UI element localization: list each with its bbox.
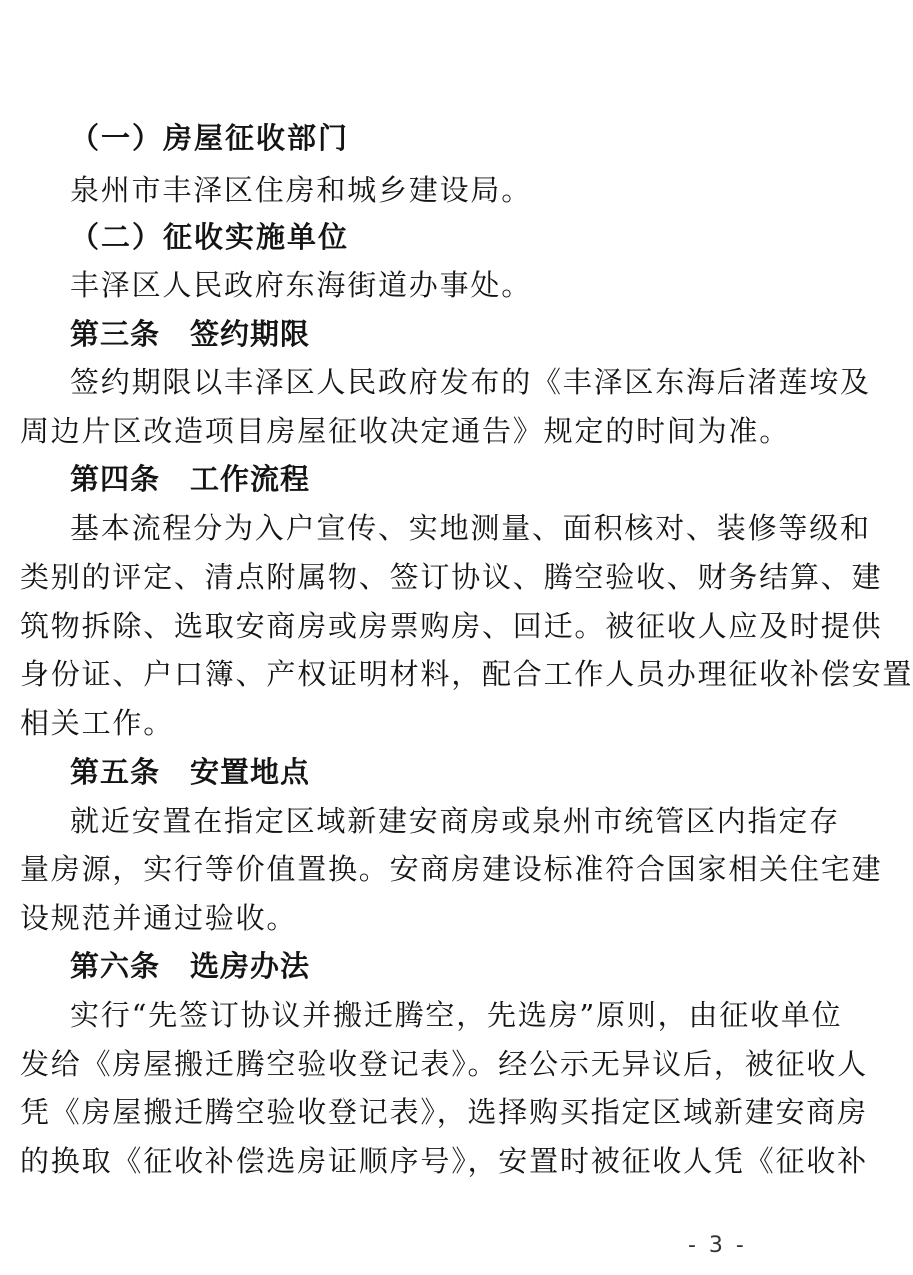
- article-3-heading: [70, 316, 310, 352]
- article-5-line: 量房源，实行等价值置换。安商房建设标准符合国家相关住宅建: [20, 852, 883, 886]
- article-6-line: 实行“先签订协议并搬迁腾空，先选房”原则，由征收单位: [70, 998, 843, 1032]
- section2-body: 丰泽区人民政府东海街道办事处。: [70, 268, 533, 302]
- article-3-number: 第三条: [70, 317, 161, 351]
- article-3-line: 签约期限以丰泽区人民政府发布的《丰泽区东海后渚莲垵及: [70, 365, 871, 399]
- article-5-number: 第五条: [70, 755, 161, 789]
- article-6-line: 的换取《征收补偿选房证顺序号》，安置时被征收人凭《征收补: [20, 1144, 868, 1178]
- article-4-title: 工作流程: [190, 462, 311, 496]
- article-4-line: 筑物拆除、选取安商房或房票购房、回迁。被征收人应及时提供: [20, 609, 883, 643]
- article-5-heading: [70, 754, 310, 790]
- article-5-line: 就近安置在指定区域新建安商房或泉州市统管区内指定存: [70, 804, 841, 838]
- article-6-title: 选房办法: [190, 949, 311, 983]
- article-6-heading: [70, 948, 310, 984]
- article-4-number: 第四条: [70, 462, 161, 496]
- article-6-number: 第六条: [70, 949, 161, 983]
- article-3-title: 签约期限: [190, 317, 311, 351]
- section1-body: 泉州市丰泽区住房和城乡建设局。: [70, 173, 533, 207]
- article-6-line: 发给《房屋搬迁腾空验收登记表》。经公示无异议后，被征收人: [20, 1047, 868, 1081]
- article-4-line: 相关工作。: [20, 706, 175, 740]
- section2-heading: （二）征收实施单位: [70, 220, 350, 254]
- article-4-line: 基本流程分为入户宣传、实地测量、面积核对、装修等级和: [70, 511, 871, 545]
- article-6-line: 凭《房屋搬迁腾空验收登记表》，选择购买指定区域新建安商房: [20, 1095, 868, 1129]
- article-3-line: 周边片区改造项目房屋征收决定通告》规定的时间为准。: [20, 414, 791, 448]
- article-5-line: 设规范并通过验收。: [20, 901, 298, 935]
- article-4-heading: [70, 461, 310, 497]
- article-5-title: 安置地点: [190, 755, 311, 789]
- article-4-line: 身份证、户口簿、产权证明材料，配合工作人员办理征收补偿安置: [20, 657, 913, 691]
- section1-heading: （一）房屋征收部门: [70, 121, 350, 155]
- page-number: - 3 -: [688, 1233, 747, 1258]
- article-4-line: 类别的评定、清点附属物、签订协议、腾空验收、财务结算、建: [20, 560, 883, 594]
